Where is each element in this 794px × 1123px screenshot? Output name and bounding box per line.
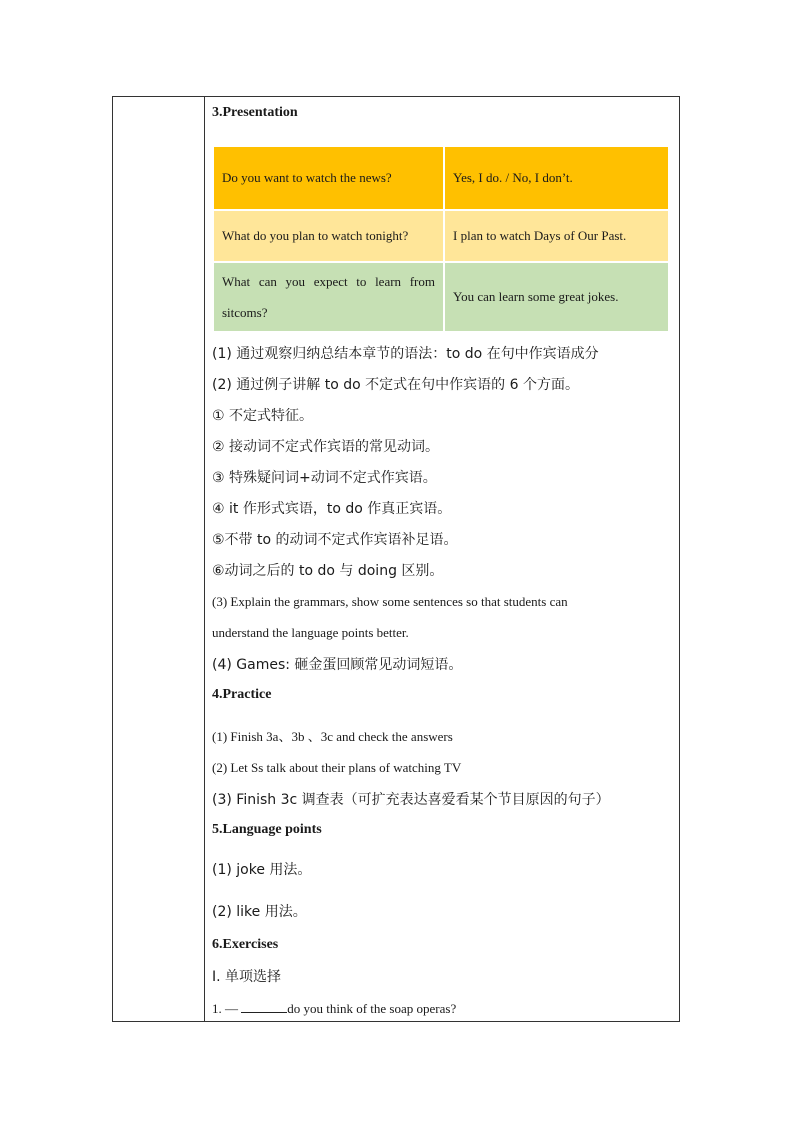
table-cell-answer: You can learn some great jokes. [445,263,668,331]
table-cell-answer: Yes, I do. / No, I don’t. [445,147,668,209]
exercise-question-text: do you think of the soap operas? [287,1001,457,1016]
section-heading-exercises: 6.Exercises [212,937,279,952]
section-heading-presentation: 3.Presentation [212,105,298,120]
language-point-line: (1) joke 用法。 [212,862,312,878]
presentation-line: ⑤不带 to 的动词不定式作宾语补足语。 [212,532,458,548]
presentation-line: (3) Explain the grammars, show some sentences so that students can [212,594,568,609]
table-row [214,263,668,331]
practice-line: (2) Let Ss talk about their plans of watching TV [212,760,462,775]
presentation-line: ⑥动词之后的 to do 与 doing 区别。 [212,563,444,579]
table-cell-question: What can you expect to learn from sitcoms? [214,263,443,331]
table-cell-answer: I plan to watch Days of Our Past. [445,211,668,261]
presentation-line: ④ it 作形式宾语，to do 作真正宾语。 [212,501,452,517]
practice-line: (1) Finish 3a、3b 、3c and check the answers [212,729,453,744]
presentation-line: (1) 通过观察归纳总结本章节的语法：to do 在句中作宾语成分 [212,346,599,362]
section-heading-practice: 4.Practice [212,687,272,702]
table-cell-question: What do you plan to watch tonight? [214,211,443,261]
presentation-line: understand the language points better. [212,625,409,640]
section-heading-language-points: 5.Language points [212,822,322,837]
exercise-question [212,1000,456,1017]
table-row [214,147,668,209]
presentation-table [212,145,670,333]
presentation-line: ① 不定式特征。 [212,408,314,424]
presentation-line: (4) Games: 砸金蛋回顾常见动词短语。 [212,657,463,673]
presentation-line: ③ 特殊疑问词+动词不定式作宾语。 [212,470,437,486]
presentation-line: (2) 通过例子讲解 to do 不定式在句中作宾语的 6 个方面。 [212,377,579,393]
table-row [214,211,668,261]
table-cell-question: Do you want to watch the news? [214,147,443,209]
practice-line: (3) Finish 3c 调查表（可扩充表达喜爱看某个节目原因的句子） [212,792,610,808]
language-point-line: (2) like 用法。 [212,904,307,920]
exercise-question-prefix: 1. — [212,1001,242,1016]
exercise-subheading: Ⅰ. 单项选择 [212,969,282,985]
lesson-table-frame [112,96,680,1022]
column-divider [204,97,205,1021]
presentation-line: ② 接动词不定式作宾语的常见动词。 [212,439,440,455]
answer-blank [241,1000,287,1013]
